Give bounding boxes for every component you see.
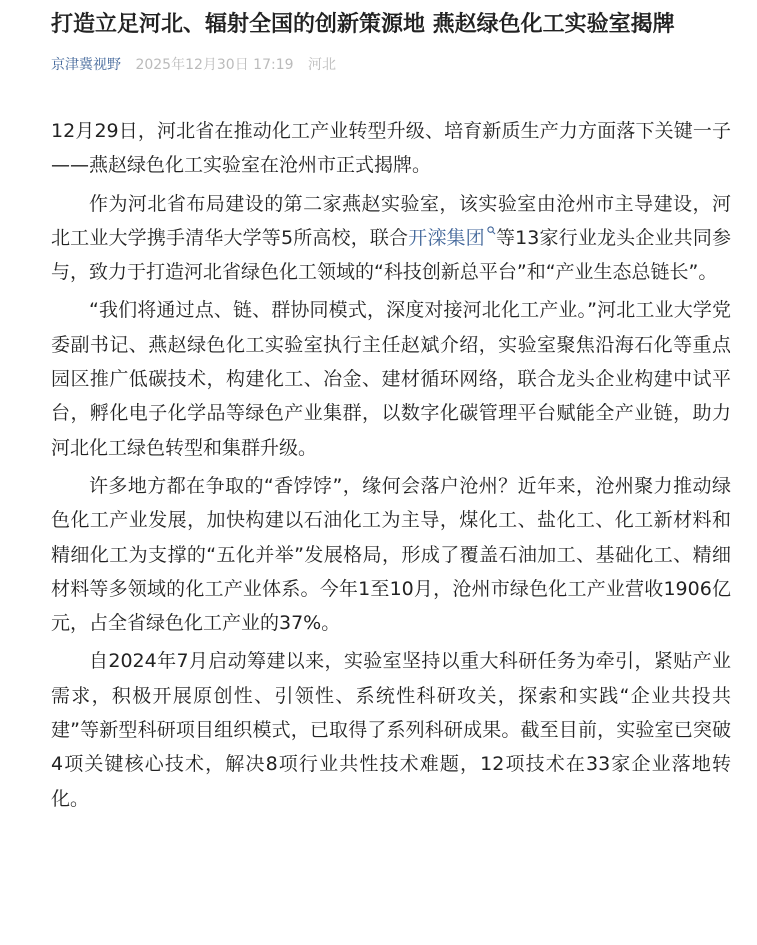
article-meta (51, 54, 336, 76)
paragraph-2 (51, 187, 731, 290)
company-link[interactable] (408, 227, 496, 249)
paragraph-4: 许多地方都在争取的“香饽饽”，缘何会落户沧州？近年来，沧州聚力推动绿色化工产业发展，加快构建以石油化工为主导，煤化工、盐化工、化工新材料和精细化工为支撑的“五化并举”发展格局，形成了覆盖石油加工、基础化工、精细材料等多领域的化工产业体系。今年1至10月，沧州市绿色化工产业营收1906亿元，占全省绿色化工产业的37%。 (51, 474, 731, 635)
article-body (51, 114, 731, 820)
publish-time: 2025年12月30日 17:19 (135, 57, 294, 73)
paragraph-2-text-before: 作为河北省布局建设的第二家燕赵实验室，该实验室由沧州市主导建设，河北工业大学携手清华大学等5所高校，联合 (51, 192, 731, 249)
publish-region: 河北 (307, 57, 336, 73)
paragraph-3: “我们将通过点、链、群协同模式，深度对接河北化工产业。”河北工业大学党委副书记、燕赵绿色化工实验室执行主任赵斌介绍，实验室聚焦沿海石化等重点园区推广低碳技术，构建化工、冶金、建材循环网络，联合龙头企业构建中试平台，孵化电子化学品等绿色产业集群，以数字化碳管理平台赋能全产业链，助力河北化工绿色转型和集群升级。 (51, 299, 731, 459)
paragraph-5: 自2024年7月启动筹建以来，实验室坚持以重大科研任务为牵引，紧贴产业需求，积极开展原创性、引领性、系统性科研攻关，探索和实践“企业共投共建”等新型科研项目组织模式，已取得了系列科研成果。截至目前，实验室已突破4项关键核心技术，解决8项行业共性技术难题，12项技术在33家企业落地转化。 (51, 650, 731, 810)
source-link[interactable]: 京津冀视野 (51, 57, 121, 73)
paragraph-2-text-after: 等13家行业龙头企业共同参与，致力于打造河北省绿色化工领域的“科技创新总平台”和“产业生态总链长”。 (51, 226, 731, 284)
article-title: 打造立足河北、辐射全国的创新策源地 燕赵绿色化工实验室揭牌 (51, 12, 675, 37)
company-link-text: 开滦集团 (408, 226, 485, 249)
paragraph-1: 12月29日，河北省在推动化工产业转型升级、培育新质生产力方面落下关键一子——燕赵绿色化工实验室在沧州市正式揭牌。 (51, 120, 731, 177)
search-icon (487, 226, 496, 235)
